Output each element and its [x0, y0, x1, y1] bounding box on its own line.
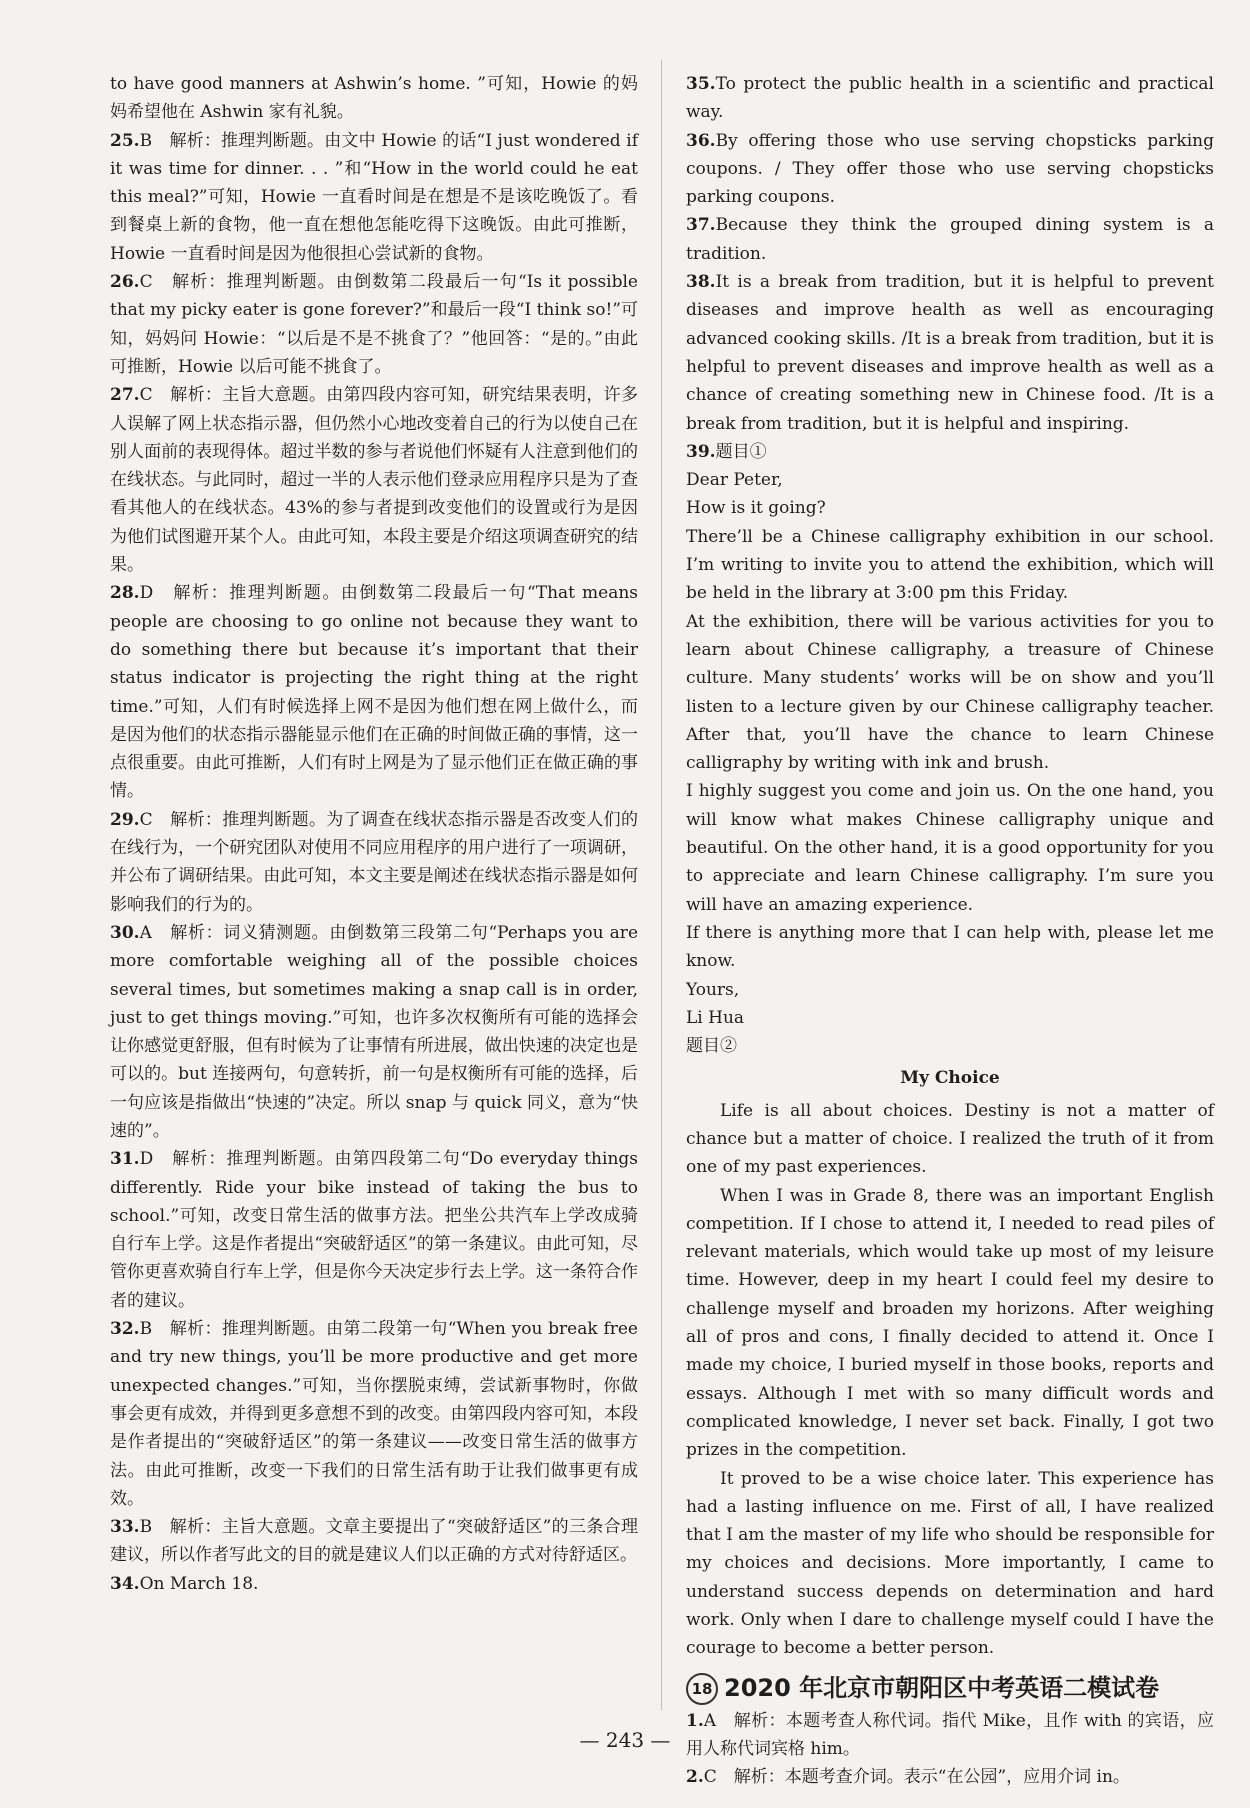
answer-36: 36.By offering those who use serving chopsticks parking coupons. / They offer those who use serving chopsticks parking coupons. — [686, 130, 1214, 208]
answer-35: 35.To protect the public health in a scientific and practical way. — [686, 74, 1214, 123]
sample-letter — [686, 466, 1214, 1060]
essay-paragraph: Life is all about choices. Destiny is not a matter of chance but a matter of choice. I realized the truth of it from one of my past experiences. — [686, 1100, 1214, 1178]
letter-greeting: Dear Peter, — [686, 470, 783, 491]
essay-paragraph: It proved to be a wise choice later. This experience has had a lasting influence on me. First of all, I have realized that I am the master of my life who should be responsible for my choices and decisions. More importantly, I came to understand success depends on determination and hard work. Only when I dare to challenge myself could I have the courage to become a better person. — [686, 1468, 1214, 1659]
essay-title: My Choice — [900, 1068, 1000, 1089]
letter-paragraph: If there is anything more that I can help with, please let me know. — [686, 922, 1214, 972]
answer-34: 34.On March 18. — [110, 1573, 259, 1594]
essay-paragraph: When I was in Grade 8, there was an important English competition. If I chose to attend it, I needed to read piles of relevant materials, which would take up most of my leisure time. However, deep in my heart I could feel my desire to challenge myself and broaden my horizons. After weighing all of pros and cons, I finally decided to attend it. Once I made my choice, I buried myself in those books, reports and essays. Although I met with so many difficult words and complicated knowledge, I never set back. Finally, I got two prizes in the competition. — [686, 1185, 1214, 1461]
answer-30: 30.A 解析：词义猜测题。由倒数第三段第二句“Perhaps you are more comfortable weighing all of the possible choices several times, but sometimes making a snap call is in order, just to get things moving.”可知，也许多次权衡所有可能的选择会让你感觉更舒服，但有时候为了让事情有所进展，做出快速的决定也是可以的。but 连接两句，句意转折，前一句是权衡所有可能的选择，后一句应该是指做出“快速的”决定。所以 snap 与 quick 同义，意为“快速的”。 — [110, 922, 638, 1141]
answer-27: 27.C 解析：主旨大意题。由第四段内容可知，研究结果表明，许多人误解了网上状态指示器，但仍然小心地改变着自己的行为以使自己在别人面前的表现得体。超过半数的参与者说他们怀疑有人注意到他们的在线状态。与此同时，超过一半的人表示他们登录应用程序只是为了查看其他人的在线状态。43%的参与者提到改变他们的设置或行为是因为他们试图避开某个人。由此可知，本段主要是介绍这项调查研究的结果。 — [110, 385, 638, 576]
answer-29: 29.C 解析：推理判断题。为了调查在线状态指示器是否改变人们的在线行为，一个研究团队对使用不同应用程序的用户进行了一项调研，并公布了调研结果。由此可知，本文主要是阐述在线状态指示器是如何影响我们的行为的。 — [110, 809, 638, 915]
answer-32: 32.B 解析：推理判断题。由第二段第一句“When you break free and try new things, you’ll be more productive and get more unexpected changes.”可知，当你摆脱束缚，尝试新事物时，你做事会更有成效，并得到更多意想不到的改变。由第四段内容可知，本段是作者提出的“突破舒适区”的第一条建议——改变日常生活的做事方法。由此可推断，改变一下我们的日常生活有助于让我们做事更有成效。 — [110, 1319, 638, 1509]
right-column — [686, 70, 1214, 1792]
section-heading — [686, 1671, 1214, 1705]
answer-26: 26.C 解析：推理判断题。由倒数第二段最后一句“Is it possible that my picky eater is gone forever?”和最后一段“I think so!”可知，妈妈问 Howie：“以后是不是不挑食了？”他回答：“是的。”由此可推断，Howie 以后可能不挑食了。 — [110, 272, 638, 377]
section-number-badge: 18 — [686, 1673, 718, 1705]
answer-37: 37.Because they think the grouped dining system is a tradition. — [686, 215, 1214, 264]
answer-38: 38.It is a break from tradition, but it is helpful to prevent diseases and improve health as well as encouraging advanced cooking skills. /It is a break from tradition, but it is helpful to prevent diseases and improve health as well as a chance of creating something new in Chinese food. /It is a break from tradition, but it is helpful and inspiring. — [686, 272, 1214, 434]
left-column — [110, 70, 638, 1598]
answer-continuation: to have good manners at Ashwin’s home. ”可知，Howie 的妈妈希望他在 Ashwin 家有礼貌。 — [110, 74, 638, 123]
page-number: — 243 — — [579, 1728, 671, 1752]
letter-line: How is it going? — [686, 498, 826, 519]
section-title: 2020 年北京市朝阳区中考英语二模试卷 — [724, 1673, 1160, 1702]
answer-28: 28.D 解析：推理判断题。由倒数第二段最后一句“That means people are choosing to go online not because they want to do something there but because it’s important that their status indicator is projecting the right thing at the right time.”可知，人们有时候选择上网不是因为他们想在网上做什么，而是因为他们的状态指示器能显示他们在正确的时间做正确的事情，这一点很重要。由此可推断，人们有时上网是为了显示他们正在做正确的事情。 — [110, 583, 638, 802]
answer-33: 33.B 解析：主旨大意题。文章主要提出了“突破舒适区”的三条合理建议，所以作者写此文的目的就是建议人们以正确的方式对待舒适区。 — [110, 1517, 638, 1566]
letter-signature: Li Hua — [686, 1007, 745, 1028]
column-divider — [661, 60, 662, 1710]
answer-39: 39.题目① — [686, 441, 767, 462]
letter-closing: Yours, — [686, 979, 740, 1000]
answer-25: 25.B 解析：推理判断题。由文中 Howie 的话“I just wondered if it was time for dinner. . . ”和“How in the world could he eat this meal?”可知，Howie 一直看时间是在想是不是该吃晚饭了。看到餐桌上新的食物，他一直在想他怎能吃得下这晚饭。由此可推断，Howie 一直看时间是因为他很担心尝试新的食物。 — [110, 130, 638, 264]
section-answer-1: 1.A 解析：本题考查人称代词。指代 Mike，且作 with 的宾语，应用人称代词宾格 him。 — [686, 1710, 1214, 1759]
answer-31: 31.D 解析：推理判断题。由第四段第二句“Do everyday things differently. Ride your bike instead of taking the bus to school.”可知，改变日常生活的做事方法。把坐公共汽车上学改成骑自行车上学。这是作者提出“突破舒适区”的第一条建议。由此可知，尽管你更喜欢骑自行车上学，但是你今天决定步行去上学。这一条符合作者的建议。 — [110, 1149, 638, 1311]
letter-paragraph: There’ll be a Chinese calligraphy exhibition in our school. I’m writing to invite you to attend the exhibition, which will be held in the library at 3:00 pm this Friday. — [686, 526, 1214, 604]
section-answer-2: 2.C 解析：本题考查介词。表示“在公园”，应用介词 in。 — [686, 1767, 1130, 1788]
letter-paragraph: I highly suggest you come and join us. On the one hand, you will know what makes Chinese calligraphy unique and beautiful. On the other hand, it is a good opportunity for you to appreciate and learn Chinese calligraphy. I’m sure you will have an amazing experience. — [686, 781, 1214, 915]
topic-2-label: 题目② — [686, 1036, 737, 1057]
letter-paragraph: At the exhibition, there will be various activities for you to learn about Chinese calligraphy, a treasure of Chinese culture. Many students’ works will be on show and you’ll listen to a lecture given by our Chinese calligraphy teacher. After that, you’ll have the chance to learn Chinese calligraphy by writing with ink and brush. — [686, 611, 1214, 774]
